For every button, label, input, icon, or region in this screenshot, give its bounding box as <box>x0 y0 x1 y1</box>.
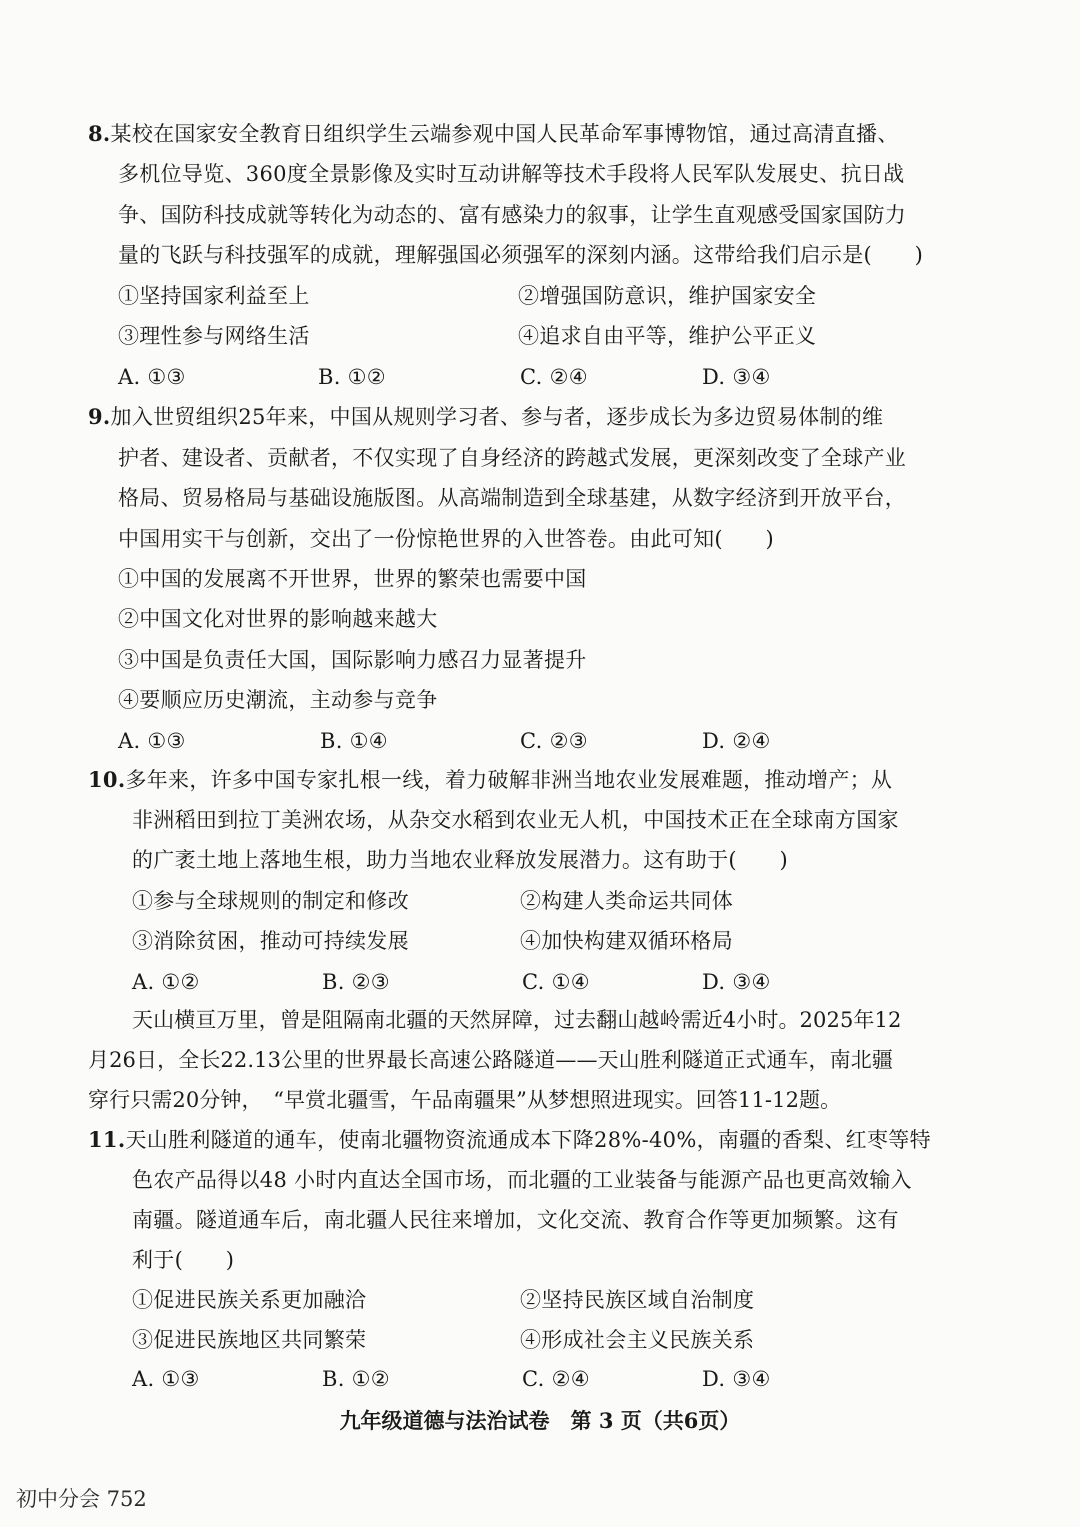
answer-option: D. ③④ <box>702 970 771 994</box>
question-number: 11. <box>88 1127 126 1152</box>
answer-option: B. ①② <box>318 365 386 389</box>
statement: ③中国是负责任大国，国际影响力感召力显著提升 <box>118 648 587 672</box>
answer-option: B. ②③ <box>322 970 390 994</box>
answer-option: A. ①② <box>132 970 200 994</box>
question-stem-line: 加入世贸组织25年来，中国从规则学习者、参与者，逐步成长为多边贸易体制的维 <box>110 405 884 429</box>
question-stem-line: 色农产品得以48 小时内直达全国市场，而北疆的工业装备与能源产品也更高效输入 <box>132 1168 912 1192</box>
question-stem-line: 的广袤土地上落地生根，助力当地农业释放发展潜力。这有助于( ) <box>132 848 788 872</box>
statement: ①促进民族关系更加融洽 <box>132 1288 367 1312</box>
statement: ③消除贫困，推动可持续发展 <box>132 929 409 953</box>
watermark-text: 初中分会 752 <box>16 1487 147 1511</box>
question-stem-line: 南疆。隧道通车后，南北疆人民往来增加，文化交流、教育合作等更加频繁。这有 <box>132 1208 899 1232</box>
statement: ②构建人类命运共同体 <box>520 889 733 913</box>
answer-option: A. ①③ <box>132 1367 200 1391</box>
question-number: 9. <box>88 404 111 429</box>
question-stem-line: 非洲稻田到拉丁美洲农场，从杂交水稻到农业无人机，中国技术正在全球南方国家 <box>132 808 899 832</box>
question-stem-line: 格局、贸易格局与基础设施版图。从高端制造到全球基建，从数字经济到开放平台， <box>118 486 907 510</box>
answer-option: C. ①④ <box>522 970 590 994</box>
statement: ④加快构建双循环格局 <box>520 929 733 953</box>
statement: ③促进民族地区共同繁荣 <box>132 1328 367 1352</box>
statement: ④追求自由平等，维护公平正义 <box>518 324 817 348</box>
question-stem-line: 多机位导览、360度全景影像及实时互动讲解等技术手段将人民军队发展史、抗日战 <box>118 162 905 186</box>
answer-option: D. ③④ <box>702 365 771 389</box>
passage-line: 月26日，全长22.13公里的世界最长高速公路隧道——天山胜利隧道正式通车，南北疆 <box>88 1048 893 1072</box>
question-stem-line: 多年来，许多中国专家扎根一线，着力破解非洲当地农业发展难题，推动增产；从 <box>125 768 893 792</box>
answer-option: A. ①③ <box>118 365 186 389</box>
statement: ②中国文化对世界的影响越来越大 <box>118 607 438 631</box>
question-stem-line: 天山胜利隧道的通车，使南北疆物资流通成本下降28%-40%，南疆的香梨、红枣等特 <box>125 1128 931 1152</box>
passage-line: 穿行只需20分钟， “早赏北疆雪，午品南疆果”从梦想照进现实。回答11-12题。 <box>88 1088 842 1112</box>
question-stem-line: 护者、建设者、贡献者，不仅实现了自身经济的跨越式发展，更深刻改变了全球产业 <box>118 446 907 470</box>
question-stem-line: 量的飞跃与科技强军的成就，理解强国必须强军的深刻内涵。这带给我们启示是( ) <box>118 243 924 267</box>
answer-option: D. ②④ <box>702 729 771 753</box>
question-stem-line: 争、国防科技成就等转化为动态的、富有感染力的叙事，让学生直观感受国家国防力 <box>118 203 907 227</box>
statement: ③理性参与网络生活 <box>118 324 310 348</box>
statement: ①参与全球规则的制定和修改 <box>132 889 409 913</box>
question-number: 10. <box>88 767 126 792</box>
answer-option: A. ①③ <box>118 729 186 753</box>
answer-option: C. ②④ <box>522 1367 590 1391</box>
question-stem-line: 中国用实干与创新，交出了一份惊艳世界的入世答卷。由此可知( ) <box>118 527 774 551</box>
passage-line: 天山横亘万里，曾是阻隔南北疆的天然屏障，过去翻山越岭需近4小时。2025年12 <box>132 1008 902 1032</box>
statement: ④要顺应历史潮流，主动参与竞争 <box>118 688 438 712</box>
answer-option: B. ①② <box>322 1367 390 1391</box>
statement: ①坚持国家利益至上 <box>118 284 310 308</box>
statement: ②增强国防意识，维护国家安全 <box>518 284 817 308</box>
statement: ②坚持民族区域自治制度 <box>520 1288 755 1312</box>
answer-option: B. ①④ <box>320 729 388 753</box>
question-stem-line: 某校在国家安全教育日组织学生云端参观中国人民革命军事博物馆，通过高清直播、 <box>110 122 899 146</box>
statement: ①中国的发展离不开世界，世界的繁荣也需要中国 <box>118 567 587 591</box>
page-footer: 九年级道德与法治试卷 第 3 页（共6页） <box>339 1408 741 1433</box>
statement: ④形成社会主义民族关系 <box>520 1328 755 1352</box>
answer-option: C. ②③ <box>520 729 588 753</box>
question-stem-line: 利于( ) <box>132 1248 235 1272</box>
answer-option: D. ③④ <box>702 1367 771 1391</box>
answer-option: C. ②④ <box>520 365 588 389</box>
question-number: 8. <box>88 121 111 146</box>
